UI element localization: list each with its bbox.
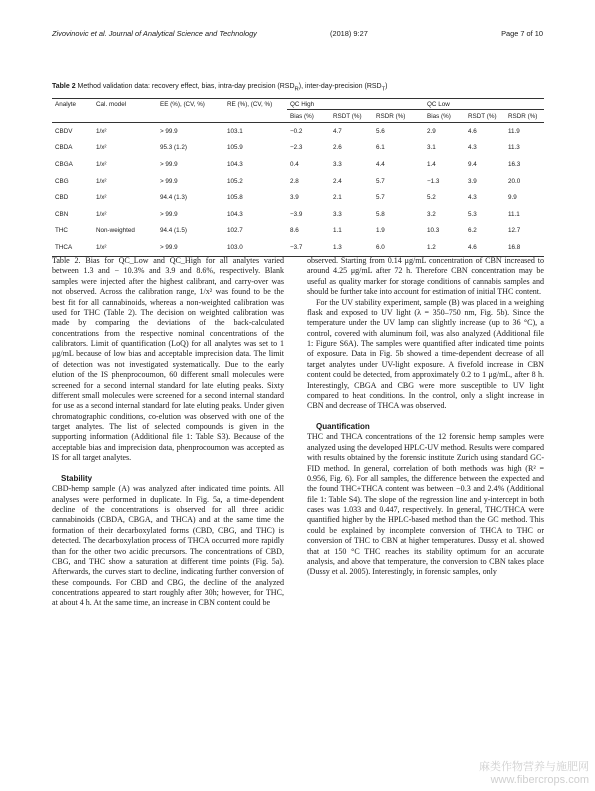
table-row <box>52 140 544 157</box>
table-cell: 10.3 <box>427 227 440 235</box>
table-caption-end: ) <box>385 83 388 90</box>
col-header: RE (%), (CV, %) <box>224 99 287 110</box>
table-cell: THCA <box>52 239 93 256</box>
table-cell: 3.9 <box>290 194 299 202</box>
watermark <box>479 761 589 787</box>
table-cell: −1.3 <box>427 177 440 185</box>
table-cell: 1/x² <box>96 210 107 218</box>
subheader: RSDT (%) <box>465 110 505 123</box>
left-column <box>52 256 284 609</box>
table-cell: 3.3 <box>333 160 342 168</box>
subheader: Bias (%) <box>424 110 465 123</box>
table-cell: 105.9 <box>227 144 243 152</box>
col-header-qc-high: QC High <box>287 99 424 110</box>
table-cell: 1.1 <box>333 227 342 235</box>
paragraph: Table 2. Bias for QC_Low and QC_High for all analytes varied between 1.3 and − 10.3% and 3.9 and 8.6%, respectively. Blank samples were injected after the highest calibrant, and carry-over was not observed. Across the calibration range, 1/x² was found to be the best fit for all cannabinoids, whereas a non-weighted calibration was used for THC (Table 2). The decision on weighted calibration was made by comparing the deviations of the back-calculated concentrations from the respective nominal concentrations of the calibrators. Limit of quantification (LoQ) for all analytes was set to 1 μg/mL because of low bias and acceptable imprecision data. The limit of detection was not investigated systematically. Due to the early elution of the IS phenprocoumon, 60 different small molecules were screened for a second internal standard for late eluting peaks. Sixty different small molecules were screened for a second internal standard for use as a second internal standard for late eluting peaks. Under given chromatographic conditions, co-elution was observed with one of the target analytes. The list of selected compounds is given in the supporting information (Additional file 1: Table S3). Because of the acceptable bias and imprecision data, phenprocoumon was accepted as IS for all target analytes. <box>52 256 284 463</box>
table-cell: 3.3 <box>333 210 342 218</box>
table-cell: > 99.9 <box>160 177 178 185</box>
table-cell: 1/x² <box>96 127 107 135</box>
table-cell: 2.1 <box>333 194 342 202</box>
table-caption-text: Method validation data: recovery effect, bias, intra-day precision (RSD <box>75 83 295 90</box>
table-cell: CBDV <box>55 127 73 135</box>
table-cell: 4.6 <box>468 127 477 135</box>
table-cell: −3.9 <box>290 210 303 218</box>
table-cell: 16.3 <box>508 160 521 168</box>
table-cell: THC <box>55 227 68 235</box>
table-cell: 4.6 <box>465 239 505 256</box>
header-authors: Zivovinovic <box>52 29 89 38</box>
subheader: RSDR (%) <box>373 110 424 123</box>
table-cell: 105.2 <box>227 177 243 185</box>
table-cell: −3.7 <box>287 239 330 256</box>
table-subheader-row <box>52 110 544 123</box>
table-cell: 4.3 <box>468 194 477 202</box>
table-cell: 104.3 <box>227 210 243 218</box>
table-row <box>52 123 544 140</box>
table-cell: Non-weighted <box>96 227 135 235</box>
table-cell: 9.4 <box>468 160 477 168</box>
table-cell: > 99.9 <box>157 239 224 256</box>
table-row <box>52 189 544 206</box>
caption-sub-t: T <box>381 86 386 93</box>
table-cell: CBGA <box>55 160 73 168</box>
paragraph: THC and THCA concentrations of the 12 forensic hemp samples were analyzed using the developed HPLC-UV method. Results were compared with results obtained by the forensic institute Zurich using standard GC-FID method. In general, correlation of both methods was high (R² = 0.956, Fig. 6). For all samples, the difference between the expected and the found THC+THCA content was between −0.3 and 2.4% (Additional file 1: Table S4). The slope of the regression line and y-intercept in both cases was 1.033 and 0.447, respectively. In general, THC/THCA were quantified higher by the HPLC-based method than the GC method. This could be explained by incomplete conversion of THCA to THC or conversion of THC to CBN at higher temperatures. Dussy et al. showed that at 150 °C THC reaches its stability optimum for an accurate analysis, and above that temperature, the conversion to CBN takes place (Dussy et al. 2005). Interestingly, in forensic samples, only <box>307 432 544 577</box>
paragraph: observed. Starting from 0.14 μg/mL concentration of CBN increased to around 4.25 μg/mL after 72 h. Therefore CBN concentration may be useful as quality marker for storage conditions of cannabis samples and should be further take into account for estimation of initial THC content. <box>307 256 544 297</box>
table-cell: 5.6 <box>376 127 385 135</box>
table-cell: 3.2 <box>427 210 436 218</box>
table-cell: −2.3 <box>290 144 303 152</box>
paragraph: For the UV stability experiment, sample (B) was placed in a weighing flask and exposed to UV light (λ = 350–750 nm, Fig. 5b). Since the temperature under the UV lamp can slightly increase (up to 36 °C), a control, covered with aluminum foil, was also analyzed (Additional file 1: Figure S6A). The samples were quantified after indicated time points of exposure. Data in Fig. 5b showed a time-dependent decrease of all target analytes under UV-light exposure. A fivefold increase in CBN content could be detected, from approximately 0.2 to 1 μg/mL, after 8 h. Interestingly, CBGA and CBG were more susceptible to UV light compared to heat conditions. In the control, only a slight increase in CBN and decrease of THCA was observed. <box>307 297 544 411</box>
col-header-qc-low: QC Low <box>424 99 544 110</box>
table-cell: −0.2 <box>290 127 303 135</box>
table-cell: 1/x² <box>96 194 107 202</box>
table-cell: CBDA <box>55 144 73 152</box>
right-column <box>307 256 544 578</box>
table-cell: 11.1 <box>508 210 520 218</box>
table-cell: 2.9 <box>427 127 436 135</box>
table-cell: > 99.9 <box>160 127 178 135</box>
table-cell: 2.6 <box>333 144 342 152</box>
subheader: RSDT (%) <box>330 110 373 123</box>
table-cell: 105.8 <box>227 194 243 202</box>
table-cell: 1.4 <box>427 160 436 168</box>
table-cell: 20.0 <box>508 177 521 185</box>
table-cell: 11.9 <box>508 127 520 135</box>
running-header <box>52 29 543 41</box>
header-issue: (2018) 9:27 <box>330 29 368 38</box>
table-cell: 1.9 <box>376 227 385 235</box>
table-cell: 4.4 <box>376 160 385 168</box>
table-row <box>52 173 544 190</box>
table-cell: 4.3 <box>468 144 477 152</box>
section-heading-quantification: Quantification <box>316 422 370 432</box>
table-cell: 94.4 (1.5) <box>160 227 187 235</box>
table-cell: 95.3 (1.2) <box>160 144 187 152</box>
table-caption <box>52 82 544 94</box>
table-cell: 1/x² <box>96 144 107 152</box>
table-cell: CBG <box>55 177 69 185</box>
table-cell: 8.6 <box>290 227 299 235</box>
table-cell: 2.4 <box>333 177 342 185</box>
table-cell: 5.8 <box>376 210 385 218</box>
col-header: Analyte <box>52 99 93 110</box>
table-cell: 16.8 <box>505 239 544 256</box>
subheader: Bias (%) <box>287 110 330 123</box>
table-row <box>52 206 544 223</box>
table-cell: 104.3 <box>227 160 243 168</box>
table-cell: 94.4 (1.3) <box>160 194 187 202</box>
table-row <box>52 239 544 256</box>
table-cell: 6.1 <box>376 144 385 152</box>
table-cell: 102.7 <box>227 227 243 235</box>
table-cell: 1.2 <box>424 239 465 256</box>
table-cell: 5.7 <box>376 194 385 202</box>
table-row <box>52 156 544 173</box>
table-cell: 1/x² <box>96 160 107 168</box>
table-cell: 2.8 <box>290 177 299 185</box>
table-cell: 6.0 <box>373 239 424 256</box>
table-cell: 4.7 <box>333 127 342 135</box>
table-cell: 103.1 <box>227 127 243 135</box>
table-cell: 0.4 <box>290 160 299 168</box>
table-cell: 6.2 <box>468 227 477 235</box>
table-cell: 103.0 <box>224 239 287 256</box>
table-label: Table 2 <box>52 83 76 90</box>
watermark-line: www.fibercrops.com <box>490 774 589 786</box>
table-row <box>52 223 544 240</box>
table-cell: 9.9 <box>508 194 517 202</box>
validation-table <box>52 98 544 257</box>
table-cell: 3.9 <box>468 177 477 185</box>
header-citation <box>52 29 257 38</box>
table-cell: 5.7 <box>376 177 385 185</box>
watermark-line: 麻类作物营养与施肥网 <box>479 761 589 773</box>
section-heading-stability: Stability <box>61 473 93 483</box>
subheader: RSDR (%) <box>505 110 544 123</box>
table-header-row <box>52 99 544 110</box>
table-cell: 1/x² <box>96 177 107 185</box>
table-cell: 11.3 <box>508 144 520 152</box>
header-journal: et al. Journal of Analytical Science and Technology <box>88 29 257 38</box>
table-cell: > 99.9 <box>160 210 178 218</box>
table-cell: CBN <box>55 210 69 218</box>
table-cell: 5.3 <box>468 210 477 218</box>
col-header: Cal. model <box>93 99 157 110</box>
caption-sub-r: R <box>294 86 299 93</box>
table-cell: 1/x² <box>93 239 157 256</box>
table-cell: CBD <box>55 194 69 202</box>
table-caption-mid: ), inter-day-precision (RSD <box>298 83 382 90</box>
paragraph: CBD-hemp sample (A) was analyzed after indicated time points. All analyses were performed in duplicate. In Fig. 5a, a time-dependent decline of the concentrations is observed for all three acidic cannabinoids (CBDA, CBGA, and THCA) and at the same time the formation of their decarboxylated forms (CBD, CBG, and THC) is detected. The decarboxylation process of THCA occurred more rapidly than for the other two acidic precursors. The concentrations of CBD, CBG, and THC show a saturation at different time points (Fig. 5a). Afterwards, the curves start to decline, indicating further conversion of these compounds. For CBD and CBG, the decline of the analyzed concentrations appeared to start roughly after 30h; however, for THC, at about 4 h. At the same time, an increase in CBN content could be <box>52 484 284 608</box>
table-cell: 12.7 <box>508 227 521 235</box>
table-cell: 3.1 <box>427 144 436 152</box>
table-cell: 1.3 <box>330 239 373 256</box>
col-header: EE (%), (CV, %) <box>157 99 224 110</box>
header-page-number: Page 7 of 10 <box>501 29 543 38</box>
table-cell: 5.2 <box>427 194 436 202</box>
table-cell: > 99.9 <box>160 160 178 168</box>
